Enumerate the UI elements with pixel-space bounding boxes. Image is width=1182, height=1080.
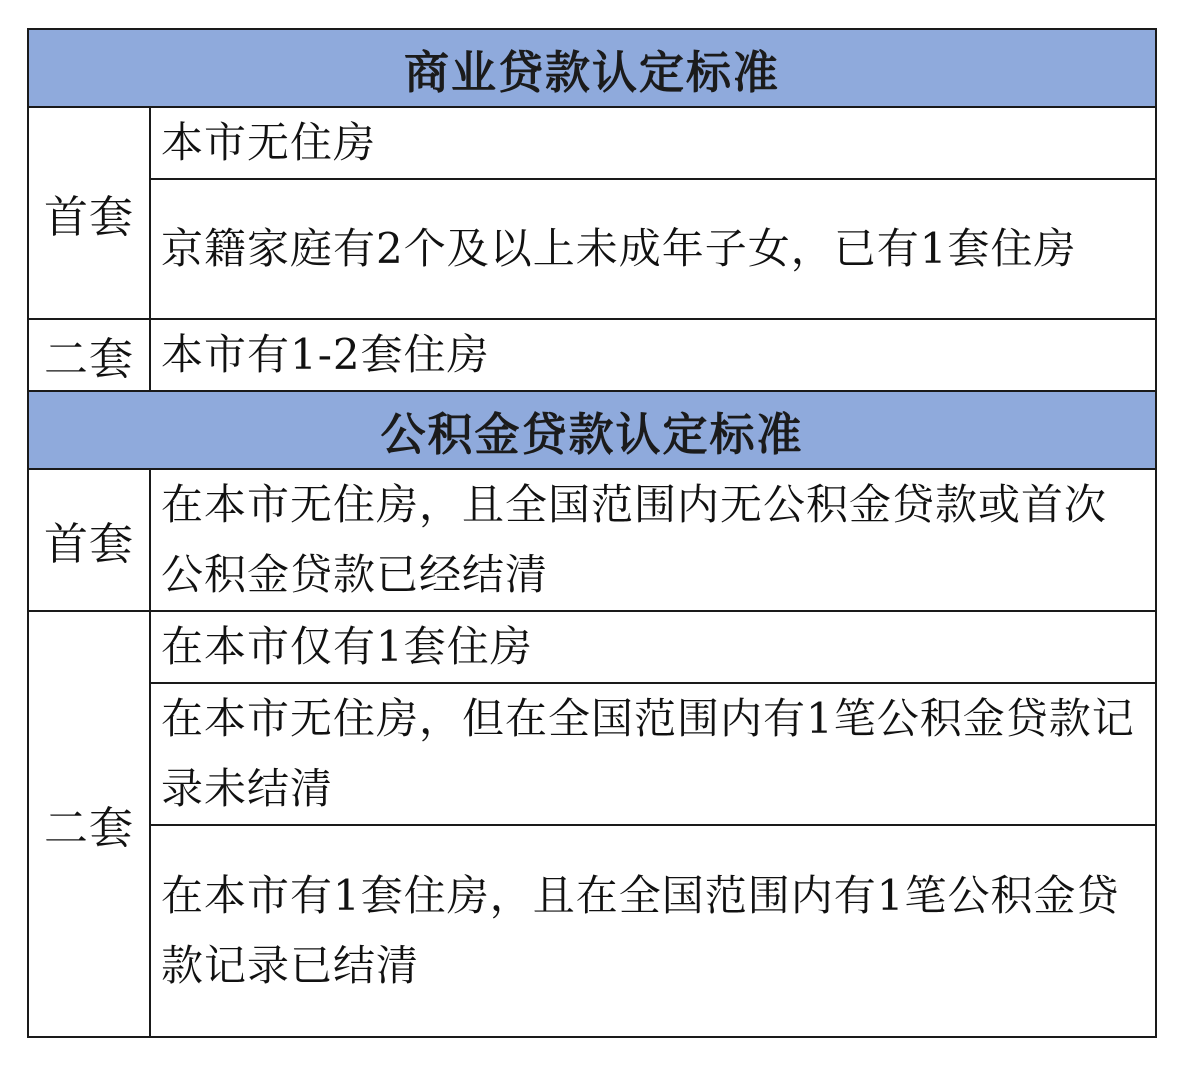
provident-fund-loan-title: 公积金贷款认定标准	[28, 391, 1156, 469]
table-row	[28, 107, 1156, 179]
second-home-label: 二套	[28, 611, 150, 1037]
table-row	[28, 611, 1156, 683]
commercial-loan-title: 商业贷款认定标准	[28, 29, 1156, 107]
table-row	[28, 319, 1156, 391]
criteria-cell: 京籍家庭有2个及以上未成年子女，已有1套住房	[150, 179, 1156, 319]
table-row	[28, 825, 1156, 1037]
table-row	[28, 469, 1156, 611]
criteria-cell: 在本市无住房，但在全国范围内有1笔公积金贷款记录未结清	[150, 683, 1156, 825]
first-home-label: 首套	[28, 107, 150, 319]
criteria-cell: 本市无住房	[150, 107, 1156, 179]
criteria-cell: 在本市有1套住房，且在全国范围内有1笔公积金贷款记录已结清	[150, 825, 1156, 1037]
criteria-cell: 在本市仅有1套住房	[150, 611, 1156, 683]
commercial-loan-header-row	[28, 29, 1156, 107]
table-row	[28, 179, 1156, 319]
first-home-label: 首套	[28, 469, 150, 611]
criteria-cell: 本市有1-2套住房	[150, 319, 1156, 391]
criteria-cell: 在本市无住房，且全国范围内无公积金贷款或首次公积金贷款已经结清	[150, 469, 1156, 611]
loan-criteria-table	[27, 28, 1157, 1038]
second-home-label: 二套	[28, 319, 150, 391]
provident-fund-header-row	[28, 391, 1156, 469]
loan-criteria-table-container	[27, 28, 1155, 1038]
table-row	[28, 683, 1156, 825]
